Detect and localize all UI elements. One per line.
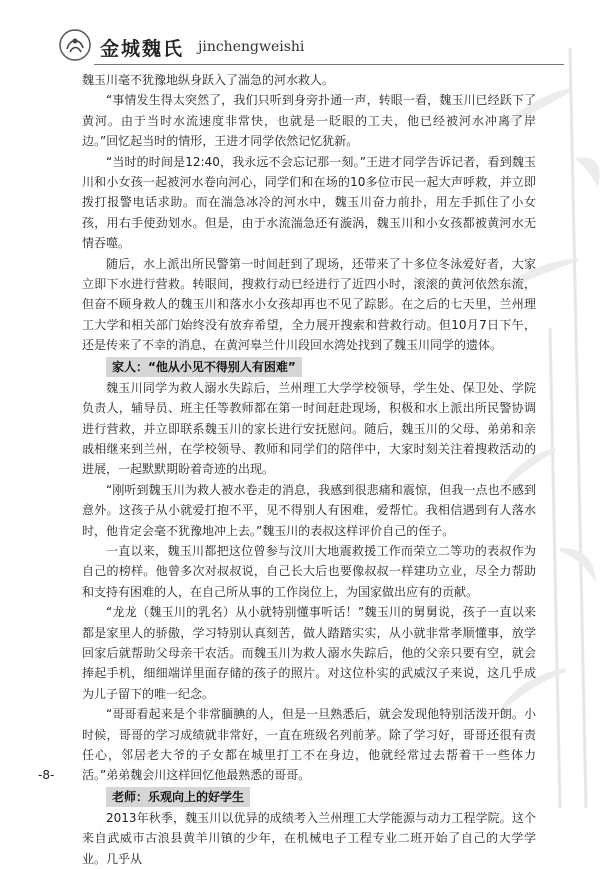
paragraph: 魏玉川同学为救人溺水失踪后，兰州理工大学学校领导，学生处、保卫处、学院负责人，辅导员、班主任等教师都在第一时间赶赴现场，积极和水上派出所民警协调进行营救，并立即联系魏玉川的家长进行安抚慰问。随后，魏玉川的父母、弟弟和亲戚相继来到兰州，在学校领导、教师和同学们的陪伴中，大家时刻关注着搜救活动的进展，一起默默期盼着奇迹的出现。 xyxy=(82,380,536,477)
paragraph: “事情发生得太突然了，我们只听到身旁扑通一声，转眼一看，魏玉川已经跃下了黄河。由于当时水流速度非常快，也就是一眨眼的工夫，他已经被河水冲离了岸边。”回忆起当时的情形，王进才同学依然记忆犹新。 xyxy=(82,93,536,149)
brand-title: 金城魏氏 xyxy=(100,38,185,60)
brand-logo-icon xyxy=(58,28,92,62)
brand-pinyin: jinchengweishi xyxy=(198,39,305,55)
paragraph: 一直以来，魏玉川都把这位曾参与汶川大地震救援工作而荣立二等功的表叔作为自己的榜样。他曾多次对叔叔说，自己长大后也要像叔叔一样建功立业，尽全力帮助和支持有困难的人，在自己所从事的工作岗位上，为国家做出应有的贡献。 xyxy=(82,543,536,599)
paragraph: “哥哥看起来是个非常腼腆的人，但是一旦熟悉后，就会发现他特别活泼开朗。小时候，哥哥的学习成绩就非常好，一直在班级名列前茅。除了学习好，哥哥还很有责任心，邻居老大爷的子女都在城里打工不在身边，他就经常过去帮着干一些体力活。”弟弟魏会川这样回忆他最熟悉的哥哥。 xyxy=(82,707,536,783)
page-number: -8- xyxy=(38,768,55,782)
paragraph: 2013年秋季，魏玉川以优异的成绩考入兰州理工大学能源与动力工程学院。这个来自武威市古浪县黄羊川镇的少年，在机械电子工程专业二班开始了自己的大学学业。几乎从 xyxy=(82,810,536,866)
paragraph: “龙龙（魏玉川的乳名）从小就特别懂事听话！”魏玉川的舅舅说，孩子一直以来都是家里人的骄傲，学习特别认真刻苦，做人踏踏实实，从小就非常孝顺懂事，放学回家后就帮助父母亲干农活。而魏玉川为救人溺水失踪后，他的父亲只要有空，就会捧起手机，细细端详里面存储的孩子的照片。对这位朴实的武威汉子来说，这几乎成为儿子留下的唯一纪念。 xyxy=(82,605,536,701)
paragraph: “刚听到魏玉川为救人被水卷走的消息，我感到很悲痛和震惊，但我一点也不感到意外。这孩子从小就爱打抱不平，见不得别人有困难，爱帮忙。我相信遇到有人落水时，他肯定会毫不犹豫地冲上去。”魏玉川的表叔这样评价自己的侄子。 xyxy=(82,482,536,538)
article-body xyxy=(82,70,536,869)
paragraph: 随后，水上派出所民警第一时间赶到了现场，还带来了十多位冬泳爱好者，大家立即下水进行营救。转眼间，搜救行动已经进行了近四小时，滚滚的黄河依然东流，但奋不顾身救人的魏玉川和落水小女孩却再也不见了踪影。在之后的七天里，兰州理工大学和相关部门始终没有放弃希望，全力展开搜索和营救行动。但10月7日下午，还是传来了不幸的消息，在黄河皋兰什川段回水湾处找到了魏玉川同学的遗体。 xyxy=(82,256,536,353)
section-heading-teacher: 老师：乐观向上的好学生 xyxy=(106,787,250,807)
section-heading-family: 家人：“他从小见不得别人有困难” xyxy=(106,357,302,377)
paragraph: 魏玉川毫不犹豫地纵身跃入了湍急的河水救人。 xyxy=(82,73,335,87)
paragraph: “当时的时间是12:40，我永远不会忘记那一刻。”王进才同学告诉记者，看到魏玉川和小女孩一起被河水卷向河心，同学们和在场的10多位市民一起大声呼救，并立即拨打报警电话求助。而在湍急冰冷的河水中，魏玉川奋力前扑，用左手抓住了小女孩，用右手使劲划水。但是，由于水流湍急还有漩涡，魏玉川和小女孩都被黄河水无情吞噬。 xyxy=(82,154,536,251)
